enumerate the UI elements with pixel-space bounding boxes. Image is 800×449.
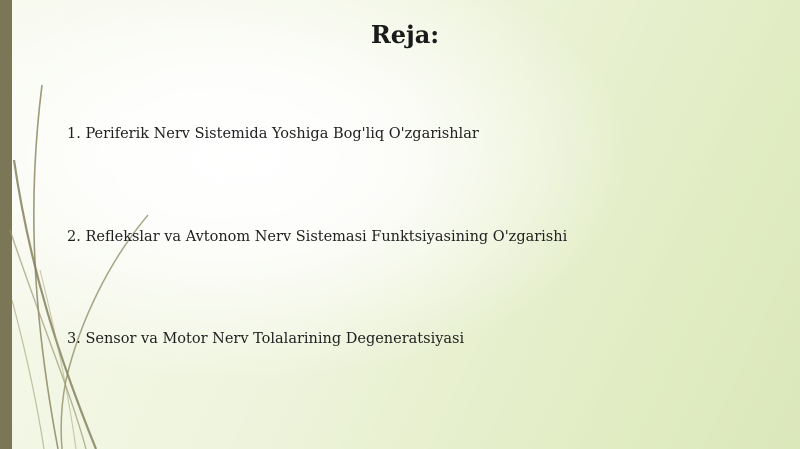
slide-title: Reja: (370, 20, 440, 49)
plan-item-3: 3. Sensor va Motor Nerv Tolalarining Degeneratsiyasi (67, 331, 465, 347)
grass-decoration-icon (0, 0, 160, 449)
plan-item-2: 2. Reflekslar va Avtonom Nerv Sistemasi Funktsiyasining O'zgarishi (67, 229, 568, 245)
plan-item-1: 1. Periferik Nerv Sistemida Yoshiga Bog'liq O'zgarishlar (67, 126, 479, 142)
